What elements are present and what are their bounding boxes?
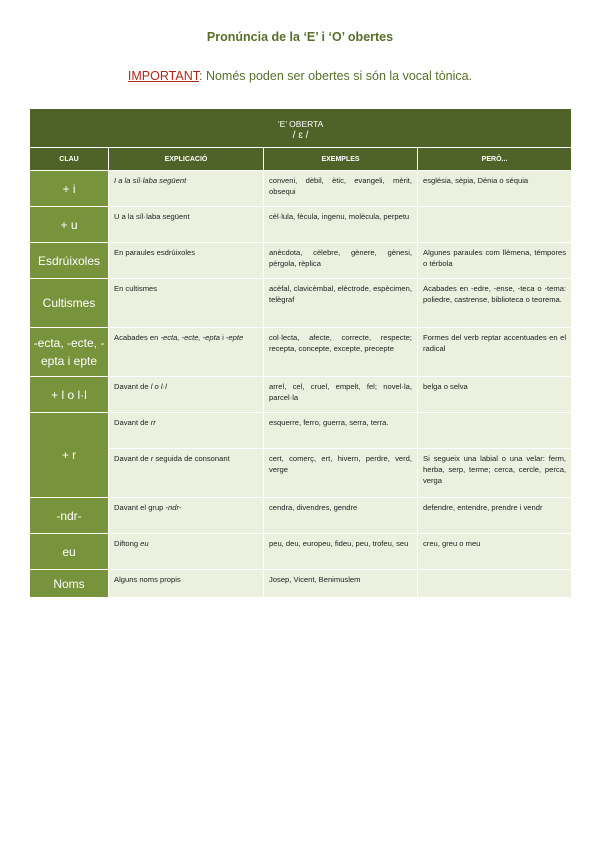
pero-cell: Acabades en -edre, -ense, -teca o -tema: poliedre, castrense, biblioteca o teorema.	[418, 279, 572, 328]
clau-cell: + r	[30, 413, 109, 498]
table-row	[30, 413, 572, 449]
exemples-cell: acèfal, clavicèmbal, elèctrode, espècimen, telègraf	[264, 279, 418, 328]
pero-cell: belga o selva	[418, 377, 572, 413]
explicacio-cell: Alguns noms propis	[109, 570, 264, 598]
explicacio-cell: Davant de rr	[109, 413, 264, 449]
pero-cell	[418, 413, 572, 449]
clau-cell: Esdrúixoles	[30, 243, 109, 279]
clau-cell: + l o l·l	[30, 377, 109, 413]
explicacio-cell: Acabades en -ecta, -ecte, -epta i -epte	[109, 328, 264, 377]
table-row	[30, 171, 572, 207]
explicacio-cell: I a la síl·laba següent	[109, 171, 264, 207]
exemples-cell: cèl·lula, fècula, ingenu, molècula, perpetu	[264, 207, 418, 243]
exemples-cell: arrel, cel, cruel, empelt, fel; novel·la, parcel·la	[264, 377, 418, 413]
important-note	[0, 69, 600, 83]
exemples-cell: anècdota, cèlebre, gènere, gènesi, pèrgola, rèplica	[264, 243, 418, 279]
column-header-pero: PERÒ...	[418, 148, 572, 171]
page-title: Pronúncia de la ‘E’ i ‘O’ obertes	[206, 30, 394, 44]
pero-cell: església, sèpia, Dénia o séquia	[418, 171, 572, 207]
clau-cell: + i	[30, 171, 109, 207]
exemples-cell: cendra, divendres, gendre	[264, 498, 418, 534]
pero-cell: Formes del verb reptar accentuades en el radical	[418, 328, 572, 377]
table-row	[30, 328, 572, 377]
pero-cell: Si segueix una labial o una velar: ferm, herba, serp, terme; cerca, cercle, perca, verga	[418, 449, 572, 498]
explicacio-cell: Davant de r seguida de consonant	[109, 449, 264, 498]
table-row	[30, 207, 572, 243]
clau-cell: -ndr-	[30, 498, 109, 534]
column-header-clau: CLAU	[30, 148, 109, 171]
explicacio-cell: Davant de l o l·l	[109, 377, 264, 413]
table-title-text: ‘E’ OBERTA	[277, 119, 324, 129]
table-row	[30, 243, 572, 279]
explicacio-cell: Davant el grup -ndr-	[109, 498, 264, 534]
table-row	[30, 498, 572, 534]
explicacio-cell: Diftong eu	[109, 534, 264, 570]
clau-cell: Cultismes	[30, 279, 109, 328]
important-text: : Només poden ser obertes si són la vocal tònica.	[199, 69, 473, 83]
e-oberta-table	[29, 108, 572, 598]
pero-cell: creu, greu o meu	[418, 534, 572, 570]
table-row	[30, 570, 572, 598]
pero-cell	[418, 570, 572, 598]
clau-cell: + u	[30, 207, 109, 243]
table-row	[30, 449, 572, 498]
exemples-cell: conveni, dèbil, ètic, evangeli, mèrit, obsequi	[264, 171, 418, 207]
exemples-cell: col·lecta, afecte, correcte, respecte; recepta, concepte, excepte, precepte	[264, 328, 418, 377]
pero-cell	[418, 207, 572, 243]
table-row	[30, 534, 572, 570]
clau-cell: eu	[30, 534, 109, 570]
clau-cell: -ecta, -ecte, -epta i epte	[30, 328, 109, 377]
table-row	[30, 279, 572, 328]
exemples-cell: Josep, Vicent, Benimuslem	[264, 570, 418, 598]
column-header-explicacio: EXPLICACIÓ	[109, 148, 264, 171]
important-label: IMPORTANT	[127, 69, 199, 83]
table-row	[30, 377, 572, 413]
table-title	[30, 109, 572, 148]
pero-cell: Algunes paraules com llémena, témpores o térbola	[418, 243, 572, 279]
explicacio-cell: En cultismes	[109, 279, 264, 328]
pero-cell: defendre, entendre, prendre i vendr	[418, 498, 572, 534]
exemples-cell: peu, deu, europeu, fideu, peu, trofeu, seu	[264, 534, 418, 570]
explicacio-cell: En paraules esdrúixoles	[109, 243, 264, 279]
column-header-exemples: EXEMPLES	[264, 148, 418, 171]
exemples-cell: cert, comerç, ert, hivern, perdre, verd, verge	[264, 449, 418, 498]
exemples-cell: esquerre, ferro, guerra, serra, terra.	[264, 413, 418, 449]
phonetic-symbol: / ɛ /	[292, 130, 309, 141]
clau-cell: Noms	[30, 570, 109, 598]
explicacio-cell: U a la síl·laba següent	[109, 207, 264, 243]
